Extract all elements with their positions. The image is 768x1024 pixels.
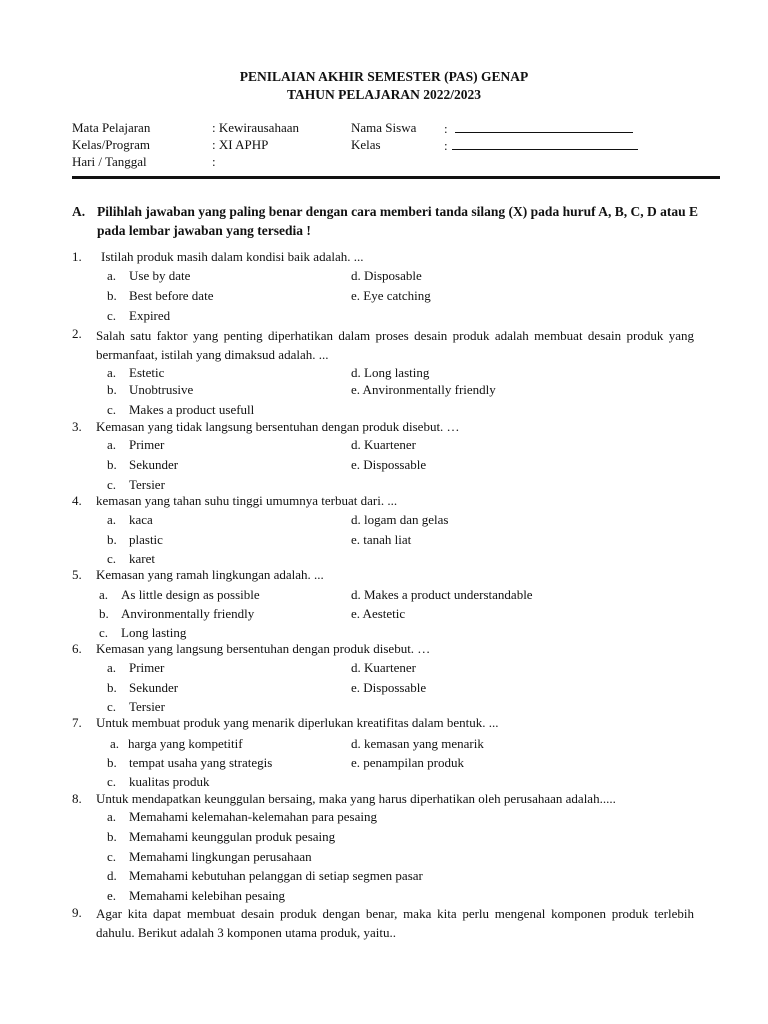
question-number: 4.	[72, 493, 82, 508]
question-number: 3.	[72, 419, 82, 434]
question-text: Agar kita dapat membuat desain produk dengan benar, maka kita perlu mengenal komponen produk terlebih dahulu. Berikut adalah 3 komponen utama produk, yaitu..	[96, 906, 694, 940]
class-colon: :	[444, 138, 448, 153]
option-label: c.	[107, 402, 117, 417]
option-d[interactable]: d. Kuartener	[351, 437, 416, 452]
subject-value: : Kewirausahaan	[212, 120, 299, 135]
option-d[interactable]: d. logam dan gelas	[351, 512, 449, 527]
option-a[interactable]: Estetic	[129, 365, 165, 380]
option-b[interactable]: Anvironmentally friendly	[121, 606, 255, 621]
option-label: b.	[107, 680, 117, 695]
question-text: Kemasan yang tidak langsung bersentuhan dengan produk disebut. …	[96, 419, 460, 434]
question-number: 6.	[72, 641, 82, 656]
option-a[interactable]: Use by date	[129, 268, 191, 283]
option-e[interactable]: e. Dispossable	[351, 457, 427, 472]
question-text: Istilah produk masih dalam kondisi baik adalah. ...	[101, 249, 364, 264]
option-d[interactable]: Memahami kebutuhan pelanggan di setiap segmen pasar	[129, 868, 423, 883]
day-date-label: Hari / Tanggal	[72, 154, 147, 169]
option-label: b.	[107, 457, 117, 472]
option-b[interactable]: tempat usaha yang strategis	[129, 755, 273, 770]
question-number: 5.	[72, 567, 82, 582]
option-label: c.	[107, 774, 117, 789]
question-text: Kemasan yang langsung bersentuhan dengan produk disebut. …	[96, 641, 431, 656]
option-label: d.	[107, 868, 117, 883]
option-label: c.	[107, 477, 117, 492]
option-c[interactable]: Tersier	[129, 699, 165, 714]
question-number: 8.	[72, 791, 82, 806]
option-d[interactable]: d. kemasan yang menarik	[351, 736, 484, 751]
option-c[interactable]: Expired	[129, 308, 171, 323]
option-label: c.	[99, 625, 109, 640]
option-label: a.	[107, 268, 117, 283]
option-c[interactable]: Makes a product usefull	[129, 402, 255, 417]
option-label: a.	[110, 736, 120, 751]
question-text: Kemasan yang ramah lingkungan adalah. ...	[96, 567, 324, 582]
option-label: a.	[107, 512, 117, 527]
option-label: e.	[107, 888, 117, 903]
question-text: kemasan yang tahan suhu tinggi umumnya terbuat dari. ...	[96, 493, 398, 508]
option-a[interactable]: Memahami kelemahan-kelemahan para pesaing	[129, 809, 377, 824]
option-label: a.	[107, 365, 117, 380]
class-field[interactable]	[444, 137, 638, 154]
question-text: Salah satu faktor yang penting diperhatikan dalam proses desain produk adalah membuat desain produk yang bermanfaat, istilah yang dimaksud adalah. ...	[96, 328, 694, 362]
option-d[interactable]: d. Kuartener	[351, 660, 416, 675]
exam-title: PENILAIAN AKHIR SEMESTER (PAS) GENAP	[239, 69, 529, 84]
option-c[interactable]: Tersier	[129, 477, 165, 492]
option-b[interactable]: Unobtrusive	[129, 382, 194, 397]
option-c[interactable]: Long lasting	[121, 625, 187, 640]
section-a-instruction	[72, 202, 702, 240]
option-e[interactable]: e. Eye catching	[351, 288, 431, 303]
class-blank	[452, 137, 638, 150]
option-a[interactable]: Primer	[129, 660, 165, 675]
option-a[interactable]: As little design as possible	[121, 587, 260, 602]
option-e[interactable]: e. Dispossable	[351, 680, 427, 695]
option-a[interactable]: kaca	[129, 512, 153, 527]
section-label: A.	[72, 204, 86, 219]
option-label: b.	[107, 532, 117, 547]
option-label: a.	[107, 437, 117, 452]
header-divider	[72, 176, 720, 179]
option-a[interactable]: Primer	[129, 437, 165, 452]
option-label: b.	[107, 755, 117, 770]
option-label: c.	[107, 849, 117, 864]
option-label: a.	[107, 809, 117, 824]
option-c[interactable]: kualitas produk	[129, 774, 210, 789]
question-text: Untuk membuat produk yang menarik diperlukan kreatifitas dalam bentuk. ...	[96, 715, 499, 730]
option-e[interactable]: Memahami kelebihan pesaing	[129, 888, 285, 903]
option-b[interactable]: plastic	[129, 532, 163, 547]
option-c[interactable]: Memahami lingkungan perusahaan	[129, 849, 312, 864]
option-e[interactable]: e. Anvironmentally friendly	[351, 382, 496, 397]
option-label: c.	[107, 551, 117, 566]
student-name-field[interactable]	[444, 120, 633, 137]
option-e[interactable]: e. tanah liat	[351, 532, 412, 547]
option-b[interactable]: Best before date	[129, 288, 214, 303]
day-date-value: :	[212, 154, 216, 169]
class-program-value: : XI APHP	[212, 137, 269, 152]
question-number: 1.	[72, 249, 82, 264]
instruction-text: Pilihlah jawaban yang paling benar dengan cara memberi tanda silang (X) pada huruf A, B, C, D atau E pada lembar jawaban yang tersedia !	[97, 204, 698, 238]
option-label: c.	[107, 699, 117, 714]
question-number: 2.	[72, 326, 82, 341]
question-number: 7.	[72, 715, 82, 730]
school-year-title: TAHUN PELAJARAN 2022/2023	[286, 87, 481, 102]
student-name-label: Nama Siswa	[351, 120, 417, 135]
class-program-label: Kelas/Program	[72, 137, 150, 152]
option-e[interactable]: e. penampilan produk	[351, 755, 464, 770]
option-label: b.	[107, 288, 117, 303]
option-c[interactable]: karet	[129, 551, 155, 566]
student-name-colon: :	[444, 121, 448, 136]
class-label: Kelas	[351, 137, 381, 152]
option-a[interactable]: harga yang kompetitif	[128, 736, 243, 751]
question-number: 9.	[72, 905, 82, 920]
question-text: Untuk mendapatkan keunggulan bersaing, maka yang harus diperhatikan oleh perusahaan adalah.....	[96, 791, 616, 806]
option-d[interactable]: d. Long lasting	[351, 365, 430, 380]
option-b[interactable]: Memahami keunggulan produk pesaing	[129, 829, 336, 844]
option-b[interactable]: Sekunder	[129, 457, 179, 472]
option-label: b.	[107, 829, 117, 844]
option-label: c.	[107, 308, 117, 323]
student-name-blank	[455, 120, 633, 133]
option-d[interactable]: d. Makes a product understandable	[351, 587, 533, 602]
option-label: a.	[99, 587, 109, 602]
subject-label: Mata Pelajaran	[72, 120, 151, 135]
option-label: b.	[107, 382, 117, 397]
option-label: b.	[99, 606, 109, 621]
option-b[interactable]: Sekunder	[129, 680, 179, 695]
option-label: a.	[107, 660, 117, 675]
option-d[interactable]: d. Disposable	[351, 268, 422, 283]
option-e[interactable]: e. Aestetic	[351, 606, 406, 621]
